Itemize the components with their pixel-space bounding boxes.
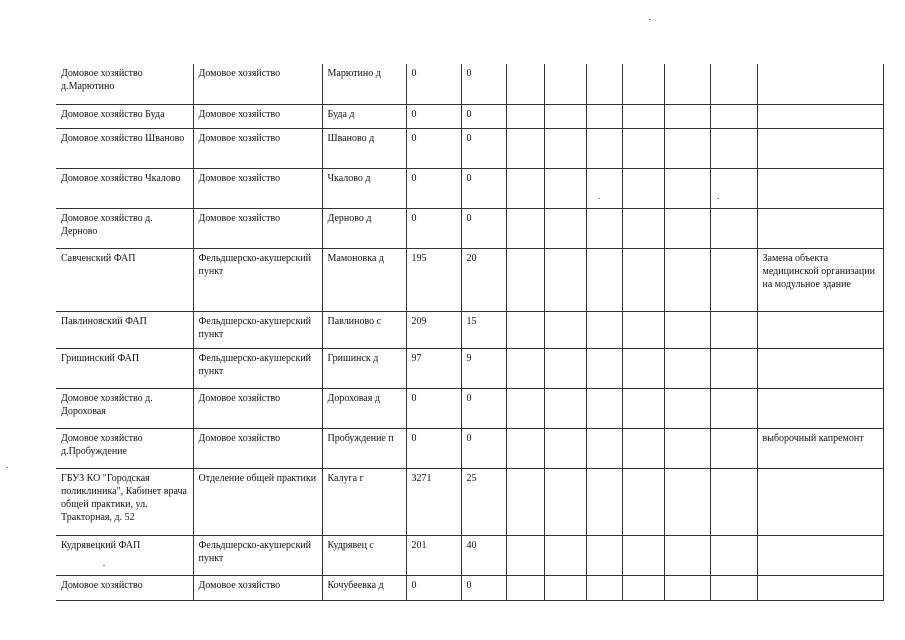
table-row — [56, 575, 883, 600]
table-cell: 209 — [406, 311, 461, 348]
table-cell: Домовое хозяйство — [193, 168, 322, 208]
table-cell: 0 — [461, 128, 506, 168]
facilities-table — [56, 64, 884, 601]
scan-speck — [103, 565, 105, 566]
table-row — [56, 104, 883, 128]
table-cell — [622, 168, 664, 208]
table-row — [56, 168, 883, 208]
table-cell — [622, 311, 664, 348]
table-cell: Кочубеевка д — [322, 575, 406, 600]
table-cell — [622, 348, 664, 388]
table-cell — [586, 104, 622, 128]
scan-speck — [717, 198, 719, 199]
table-cell: 0 — [406, 64, 461, 104]
table-cell — [544, 64, 586, 104]
table-cell — [586, 428, 622, 468]
table-cell: Домовое хозяйство — [193, 104, 322, 128]
table-row — [56, 348, 883, 388]
table-cell — [664, 104, 710, 128]
table-cell: 201 — [406, 535, 461, 575]
table-cell: Домовое хозяйство д. Дороховая — [56, 388, 193, 428]
table-cell — [622, 64, 664, 104]
table-cell — [710, 248, 757, 311]
table-cell: 0 — [461, 575, 506, 600]
table-cell — [586, 388, 622, 428]
table-row — [56, 468, 883, 535]
table-cell — [710, 535, 757, 575]
table-cell: Домовое хозяйство — [193, 64, 322, 104]
table-row — [56, 428, 883, 468]
table-cell — [544, 575, 586, 600]
table-cell — [757, 311, 883, 348]
table-cell — [586, 208, 622, 248]
table-cell: Марютино д — [322, 64, 406, 104]
table-cell — [664, 468, 710, 535]
table-cell: Павлиновский ФАП — [56, 311, 193, 348]
table-cell — [710, 104, 757, 128]
table-cell: Кудрявец с — [322, 535, 406, 575]
table-cell: 25 — [461, 468, 506, 535]
table-cell: Пробуждение п — [322, 428, 406, 468]
scan-speck — [6, 467, 8, 468]
table-cell: 97 — [406, 348, 461, 388]
table-cell — [710, 468, 757, 535]
table-cell — [710, 168, 757, 208]
table-cell — [506, 535, 544, 575]
table-cell: Павлиново с — [322, 311, 406, 348]
table-cell — [586, 128, 622, 168]
table-cell: Фельдшерско-акушерский пункт — [193, 535, 322, 575]
table-cell: 40 — [461, 535, 506, 575]
table-cell — [710, 575, 757, 600]
table-row — [56, 64, 883, 104]
table-cell — [710, 348, 757, 388]
table-cell — [710, 208, 757, 248]
table-cell — [757, 208, 883, 248]
table-row — [56, 248, 883, 311]
table-cell — [710, 64, 757, 104]
table-cell — [506, 388, 544, 428]
table-cell — [664, 348, 710, 388]
table-cell — [586, 535, 622, 575]
table-cell: Отделение общей практики — [193, 468, 322, 535]
table-cell — [664, 535, 710, 575]
table-cell: 0 — [406, 168, 461, 208]
table-row — [56, 388, 883, 428]
table-cell: 0 — [406, 208, 461, 248]
table-cell — [757, 535, 883, 575]
table-cell — [506, 104, 544, 128]
table-cell — [586, 468, 622, 535]
table-cell — [664, 388, 710, 428]
table-cell: Буда д — [322, 104, 406, 128]
table-cell — [506, 311, 544, 348]
table-cell — [757, 64, 883, 104]
table-cell: 0 — [461, 168, 506, 208]
table-cell — [664, 64, 710, 104]
table-cell: Гришинский ФАП — [56, 348, 193, 388]
table-cell — [757, 168, 883, 208]
table-cell: Мамоновка д — [322, 248, 406, 311]
table-cell — [664, 575, 710, 600]
table-cell — [757, 468, 883, 535]
table-cell — [544, 428, 586, 468]
table-cell — [544, 104, 586, 128]
table-cell — [664, 208, 710, 248]
table-cell — [506, 428, 544, 468]
table-cell — [544, 348, 586, 388]
table-cell — [664, 168, 710, 208]
table-cell — [757, 104, 883, 128]
table-cell — [544, 535, 586, 575]
table-cell: Кудрявецкий ФАП — [56, 535, 193, 575]
table-cell — [506, 128, 544, 168]
table-cell — [664, 311, 710, 348]
table-row — [56, 535, 883, 575]
table-cell — [586, 168, 622, 208]
table-cell: Домовое хозяйство — [193, 208, 322, 248]
table-cell — [506, 208, 544, 248]
table-cell: 0 — [461, 104, 506, 128]
table-cell: 0 — [406, 128, 461, 168]
table-cell: 9 — [461, 348, 506, 388]
table-cell — [586, 311, 622, 348]
table-cell — [757, 128, 883, 168]
table-cell: Шваново д — [322, 128, 406, 168]
table-cell — [544, 468, 586, 535]
table-cell: 0 — [406, 575, 461, 600]
table-cell: 0 — [406, 104, 461, 128]
table-cell — [710, 388, 757, 428]
table-cell: Чкалово д — [322, 168, 406, 208]
table-cell — [506, 248, 544, 311]
table-cell: Замена объекта медицинской организации на модульное здание — [757, 248, 883, 311]
table-cell: 0 — [461, 208, 506, 248]
table-cell: Калуга г — [322, 468, 406, 535]
table-cell — [506, 348, 544, 388]
table-cell — [710, 428, 757, 468]
table-row — [56, 311, 883, 348]
table-cell — [622, 104, 664, 128]
table-cell: выборочный капремонт — [757, 428, 883, 468]
table-cell — [622, 208, 664, 248]
table-cell — [506, 468, 544, 535]
table-cell — [622, 535, 664, 575]
table-cell: 3271 — [406, 468, 461, 535]
table-cell — [586, 575, 622, 600]
table-cell — [757, 348, 883, 388]
table-cell: 15 — [461, 311, 506, 348]
table-cell — [586, 348, 622, 388]
table-cell — [544, 311, 586, 348]
table-cell — [506, 575, 544, 600]
table-cell: Домовое хозяйство — [193, 428, 322, 468]
table-cell — [622, 468, 664, 535]
table-cell — [622, 128, 664, 168]
table-cell — [622, 428, 664, 468]
table-cell — [544, 208, 586, 248]
table-cell: Домовое хозяйство — [193, 575, 322, 600]
table-cell: Домовое хозяйство — [193, 128, 322, 168]
table-cell: Дерново д — [322, 208, 406, 248]
table-cell: 0 — [406, 388, 461, 428]
table-cell: 0 — [461, 388, 506, 428]
table-cell: 0 — [406, 428, 461, 468]
table-cell: Домовое хозяйство Шваново — [56, 128, 193, 168]
table-cell — [757, 575, 883, 600]
table-cell: Домовое хозяйство д. Дерново — [56, 208, 193, 248]
scan-speck — [598, 198, 600, 199]
table-cell — [506, 64, 544, 104]
table-cell: Домовое хозяйство Буда — [56, 104, 193, 128]
table-cell — [622, 248, 664, 311]
table-cell: Домовое хозяйство Чкалово — [56, 168, 193, 208]
table-cell: 0 — [461, 428, 506, 468]
table-cell — [664, 428, 710, 468]
table-cell: Фельдшерско-акушерский пункт — [193, 348, 322, 388]
scan-speck — [649, 19, 651, 20]
table-row — [56, 208, 883, 248]
table-cell — [544, 128, 586, 168]
table-cell — [622, 575, 664, 600]
table-cell — [544, 388, 586, 428]
table-cell — [586, 248, 622, 311]
table-cell — [544, 248, 586, 311]
table-cell — [544, 168, 586, 208]
table-cell: 20 — [461, 248, 506, 311]
table-cell: Домовое хозяйство — [193, 388, 322, 428]
table-row — [56, 128, 883, 168]
table-cell — [664, 128, 710, 168]
table-cell: 195 — [406, 248, 461, 311]
table-cell — [757, 388, 883, 428]
table-cell: Домовое хозяйство д.Марютино — [56, 64, 193, 104]
table-cell — [664, 248, 710, 311]
table-cell: Дороховая д — [322, 388, 406, 428]
table-cell: Фельдшерско-акушерский пункт — [193, 311, 322, 348]
table-cell — [710, 128, 757, 168]
table-cell — [586, 64, 622, 104]
table-cell — [710, 311, 757, 348]
table-cell — [622, 388, 664, 428]
table-cell: Домовое хозяйство — [56, 575, 193, 600]
table-cell: Гришинск д — [322, 348, 406, 388]
table-cell: ГБУЗ КО "Городская поликлиника", Кабинет врача общей практики, ул. Тракторная, д. 52 — [56, 468, 193, 535]
table-cell: 0 — [461, 64, 506, 104]
table-cell: Савченский ФАП — [56, 248, 193, 311]
table-cell: Фельдшерско-акушерский пункт — [193, 248, 322, 311]
table-cell — [506, 168, 544, 208]
table-cell: Домовое хозяйство д.Пробуждение — [56, 428, 193, 468]
